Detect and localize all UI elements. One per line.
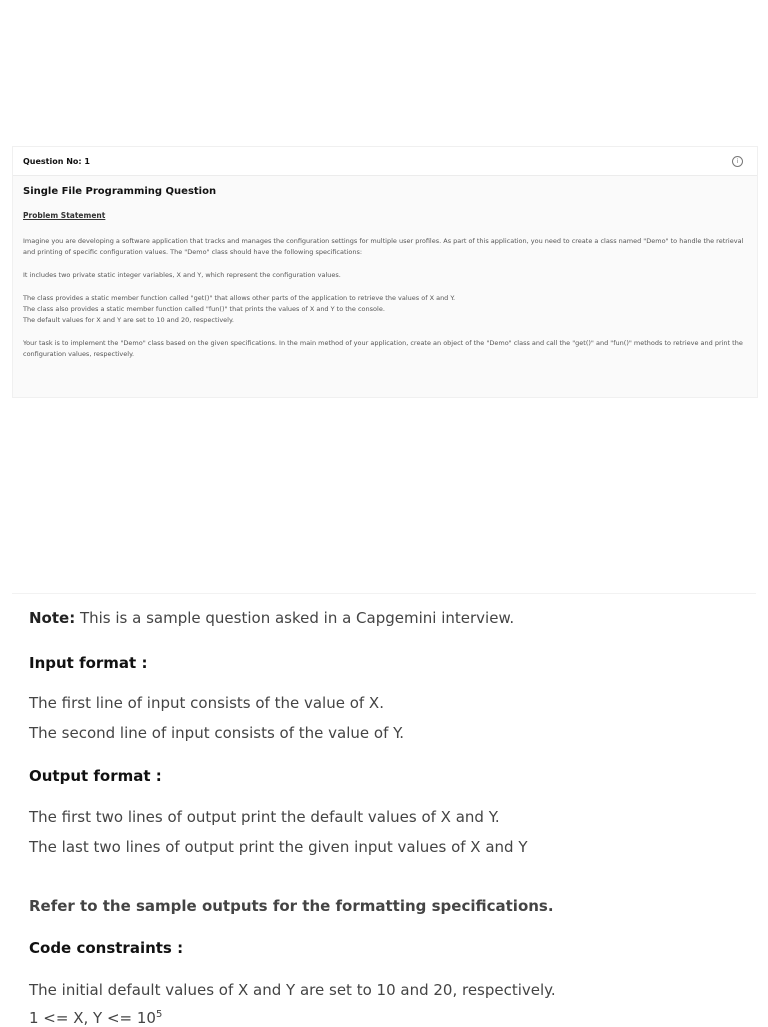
output-format-heading: Output format :	[29, 767, 162, 785]
problem-paragraph: The default values for X and Y are set to 10 and 20, respectively.	[23, 316, 234, 324]
output-line: The last two lines of output print the given input values of X and Y	[29, 838, 528, 856]
note-label: Note:	[29, 609, 76, 627]
question-number: Question No: 1	[23, 156, 90, 166]
problem-paragraph: The class provides a static member function called "get()" that allows other parts of the application to retrieve the values of X and Y.	[23, 294, 456, 302]
note-text: This is a sample question asked in a Capgemini interview.	[75, 609, 515, 627]
constraint-range-exponent: 5	[155, 1009, 163, 1020]
problem-paragraph: Imagine you are developing a software application that tracks and manages the configuration settings for multiple user profiles. As part of this application, you need to create a class named "Demo" to handle the retrieval and printing of specific configuration values. The "Demo" class should have the following specifications:	[23, 237, 744, 256]
constraint-range-text: 1 <= X, Y <= 10	[29, 1009, 156, 1027]
note-line	[29, 609, 749, 627]
refer-text: Refer to the sample outputs for the formatting specifications.	[29, 897, 554, 915]
problem-paragraph: It includes two private static integer variables, X and Y, which represent the configuration values.	[23, 271, 341, 279]
input-line: The second line of input consists of the value of Y.	[29, 724, 405, 742]
question-panel	[12, 146, 758, 398]
info-icon[interactable]: i	[732, 156, 743, 167]
problem-paragraph: Your task is to implement the "Demo" class based on the given specifications. In the main method of your application, create an object of the "Demo" class and call the "get()" and "fun()" methods to retrieve and print the configuration values, respectively.	[23, 339, 743, 358]
problem-statement-heading: Problem Statement	[23, 211, 106, 220]
code-constraints-heading: Code constraints :	[29, 939, 184, 957]
output-line: The first two lines of output print the default values of X and Y.	[29, 808, 500, 826]
constraint-line: The initial default values of X and Y are set to 10 and 20, respectively.	[29, 981, 556, 999]
input-line: The first line of input consists of the value of X.	[29, 694, 384, 712]
input-format-heading: Input format :	[29, 654, 148, 672]
question-header	[13, 147, 757, 176]
problem-paragraph: The class also provides a static member function called "fun()" that prints the values of X and Y to the console.	[23, 305, 385, 313]
question-type-title: Single File Programming Question	[23, 186, 217, 197]
section-divider	[12, 593, 756, 594]
constraint-range	[29, 1009, 749, 1027]
